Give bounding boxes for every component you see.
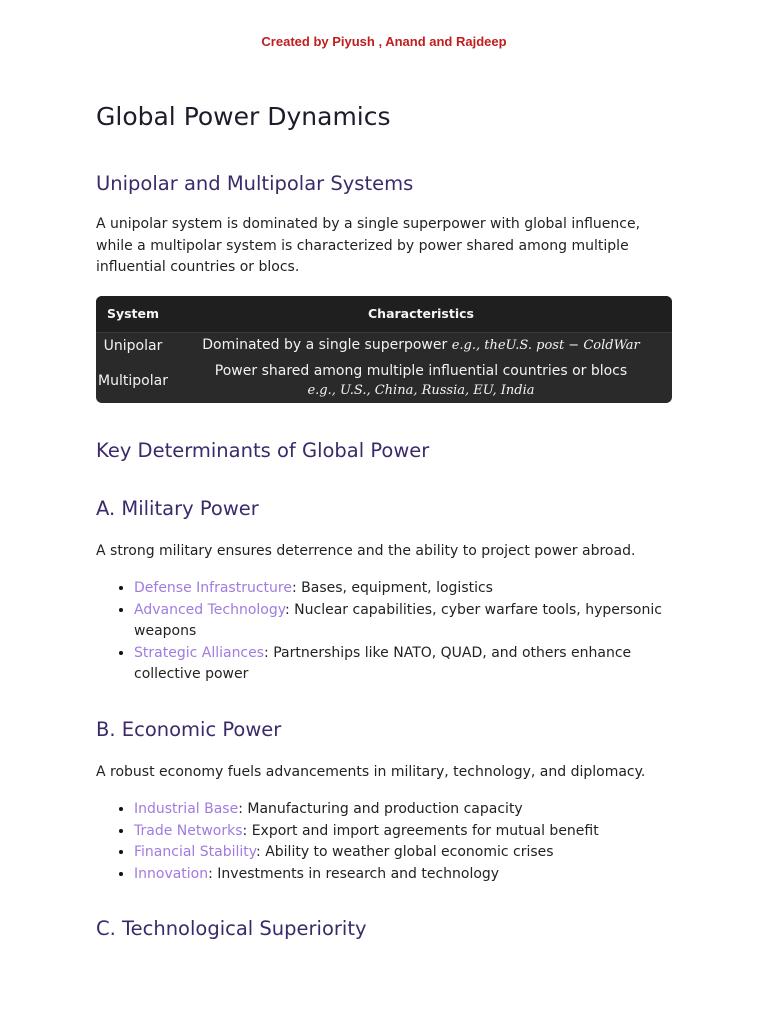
subheading-technology: C. Technological Superiority — [96, 917, 367, 940]
term-desc: : Ability to weather global economic crises — [256, 844, 554, 860]
characteristics-cell — [170, 332, 672, 359]
list-item — [134, 821, 676, 843]
military-list — [96, 578, 676, 686]
table-header-row — [96, 296, 672, 333]
term-label: Strategic Alliances — [134, 644, 265, 661]
term-label: Financial Stability — [134, 844, 257, 860]
section-heading-systems: Unipolar and Multipolar Systems — [96, 172, 414, 195]
list-item — [134, 578, 676, 600]
term-desc: : Investments in research and technology — [208, 865, 500, 882]
math-example: e.g., theU.S. post − ColdWar — [451, 338, 640, 353]
economic-intro: A robust economy fuels advancements in military, technology, and diplomacy. — [96, 763, 646, 780]
system-cell: Unipolar — [96, 332, 170, 359]
term-label: Innovation — [134, 865, 209, 882]
subheading-economic: B. Economic Power — [96, 717, 282, 741]
term-desc: : Partnerships like NATO, QUAD, and others enhance collective power — [134, 644, 632, 682]
list-item — [134, 864, 676, 886]
term-desc: : Manufacturing and production capacity — [238, 801, 523, 817]
list-item — [134, 842, 676, 864]
term-label: Advanced Technology — [134, 601, 286, 618]
header-characteristics: Characteristics — [170, 296, 672, 333]
math-example: e.g., U.S., China, Russia, EU, India — [307, 382, 535, 398]
characteristics-text: Dominated by a single superpower — [202, 337, 448, 353]
credit-line: Created by Piyush , Anand and Rajdeep — [261, 34, 507, 49]
header-system: System — [96, 296, 170, 333]
term-label: Industrial Base — [134, 801, 239, 817]
term-desc: : Bases, equipment, logistics — [291, 580, 493, 596]
table-row — [96, 332, 672, 359]
page-title: Global Power Dynamics — [96, 102, 391, 131]
term-desc: : Export and import agreements for mutual benefit — [242, 822, 599, 839]
subheading-military: A. Military Power — [96, 496, 259, 520]
list-item — [134, 799, 676, 821]
term-label: Trade Networks — [134, 822, 243, 839]
term-desc: : Nuclear capabilities, cyber warfare tools, hypersonic weapons — [134, 601, 662, 639]
table-row — [96, 359, 672, 403]
term-label: Defense Infrastructure — [134, 580, 292, 596]
military-intro: A strong military ensures deterrence and the ability to project power abroad. — [96, 542, 636, 559]
characteristics-text: Power shared among multiple influential countries or blocs — [214, 362, 628, 379]
systems-intro: A unipolar system is dominated by a single superpower with global influence, while a multipolar system is characterized by power shared among multiple influential countries or blocs. — [96, 216, 641, 275]
economic-list — [96, 799, 676, 885]
list-item — [134, 643, 676, 686]
system-cell: Multipolar — [98, 372, 168, 389]
document-body — [96, 98, 676, 943]
characteristics-cell — [170, 359, 672, 403]
systems-table — [96, 296, 672, 403]
list-item — [134, 600, 676, 643]
section-heading-determinants: Key Determinants of Global Power — [96, 438, 430, 462]
